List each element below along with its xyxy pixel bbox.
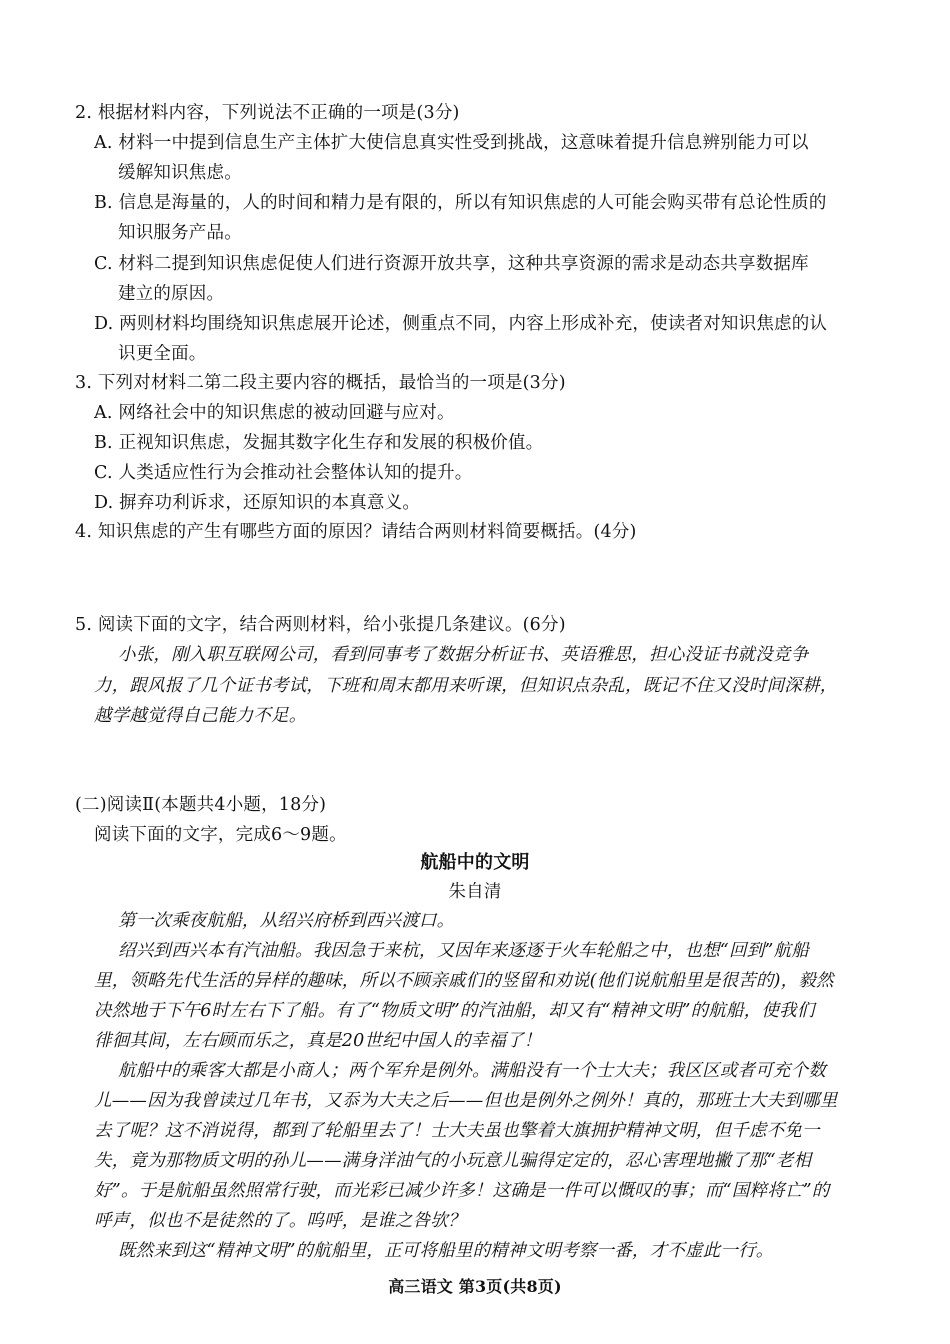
question-5-stem: 5. 阅读下面的文字，结合两则材料，给小张提几条建议。(6分) <box>75 615 566 635</box>
question-5-passage-line3: 越学越觉得自己能力不足。 <box>94 706 307 726</box>
passage-paragraph-3-line6: 呼声，似也不是徒然的了。呜呼，是谁之咎欤？ <box>94 1211 466 1231</box>
option-3a: A. 网络社会中的知识焦虑的被动回避与应对。 <box>94 403 455 423</box>
passage-paragraph-3-line4: 失，竟为那物质文明的孙儿——满身洋油气的小玩意儿骗得定定的，忍心害理地撇了那“老相 <box>94 1151 812 1171</box>
option-2d-line2: 识更全面。 <box>118 344 207 364</box>
section-heading: (二)阅读Ⅱ(本题共4小题，18分) <box>75 795 327 815</box>
question-4-stem: 4. 知识焦虑的产生有哪些方面的原因？请结合两则材料简要概括。(4分) <box>75 522 637 542</box>
question-2-stem: 2. 根据材料内容，下列说法不正确的一项是(3分) <box>75 103 460 123</box>
page-footer: 高三语文 第3页(共8页) <box>388 1277 562 1296</box>
option-2a-line1: A. 材料一中提到信息生产主体扩大使信息真实性受到挑战，这意味着提升信息辨别能力可以 <box>94 133 809 153</box>
section-instruction: 阅读下面的文字，完成6～9题。 <box>94 825 347 845</box>
passage-paragraph-2-line1: 绍兴到西兴本有汽油船。我因急于来杭，又因年来逐逐于火车轮船之中，也想“回到”航船 <box>118 941 809 961</box>
option-3c: C. 人类适应性行为会推动社会整体认知的提升。 <box>94 463 473 483</box>
passage-paragraph-3-line5: 好”。于是航船虽然照常行驶，而光彩已减少许多！这确是一件可以慨叹的事；而“国粹将亡”的 <box>94 1181 830 1201</box>
passage-paragraph-2-line4: 徘徊其间，左右顾而乐之，真是20世纪中国人的幸福了！ <box>94 1031 542 1051</box>
option-2b-line2: 知识服务产品。 <box>118 223 242 243</box>
passage-author: 朱自清 <box>448 882 502 902</box>
passage-paragraph-4: 既然来到这“精神文明”的航船里，正可将船里的精神文明考察一番，才不虚此一行。 <box>118 1241 774 1261</box>
passage-paragraph-3-line1: 航船中的乘客大都是小商人；两个军弁是例外。满船没有一个士大夫；我区区或者可充个数 <box>118 1061 826 1081</box>
option-2b-line1: B. 信息是海量的，人的时间和精力是有限的，所以有知识焦虑的人可能会购买带有总论性质的 <box>94 193 827 213</box>
option-2a-line2: 缓解知识焦虑。 <box>118 163 242 183</box>
passage-title: 航船中的文明 <box>420 852 530 873</box>
option-2c-line1: C. 材料二提到知识焦虑促使人们进行资源开放共享，这种共享资源的需求是动态共享数据库 <box>94 254 809 274</box>
option-2c-line2: 建立的原因。 <box>118 284 225 304</box>
option-3d: D. 摒弃功利诉求，还原知识的本真意义。 <box>94 493 421 513</box>
question-3-stem: 3. 下列对材料二第二段主要内容的概括，最恰当的一项是(3分) <box>75 373 566 393</box>
option-3b: B. 正视知识焦虑，发掘其数字化生存和发展的积极价值。 <box>94 433 544 453</box>
passage-paragraph-2-line2: 里，领略先代生活的异样的趣味，所以不顾亲戚们的竖留和劝说(他们说航船里是很苦的)，毅然 <box>94 971 834 991</box>
question-5-passage-line1: 小张，刚入职互联网公司，看到同事考了数据分析证书、英语雅思，担心没证书就没竞争 <box>118 645 809 665</box>
passage-paragraph-1: 第一次乘夜航船，从绍兴府桥到西兴渡口。 <box>118 911 455 931</box>
option-2d-line1: D. 两则材料均围绕知识焦虑展开论述，侧重点不同，内容上形成补充，使读者对知识焦虑的认 <box>94 314 828 334</box>
passage-paragraph-2-line3: 决然地于下午6时左右下了船。有了“物质文明”的汽油船，却又有“精神文明”的航船，使我们 <box>94 1001 815 1021</box>
passage-paragraph-3-line2: 儿——因为我曾读过几年书，又忝为大夫之后——但也是例外之例外！真的，那班士大夫到哪里 <box>94 1091 838 1111</box>
passage-paragraph-3-line3: 去了呢？这不消说得，都到了轮船里去了！士大夫虽也擎着大旗拥护精神文明，但千虑不免一 <box>94 1121 820 1141</box>
question-5-passage-line2: 力，跟风报了几个证书考试，下班和周末都用来听课，但知识点杂乱，既记不住又没时间深耕， <box>94 676 838 696</box>
